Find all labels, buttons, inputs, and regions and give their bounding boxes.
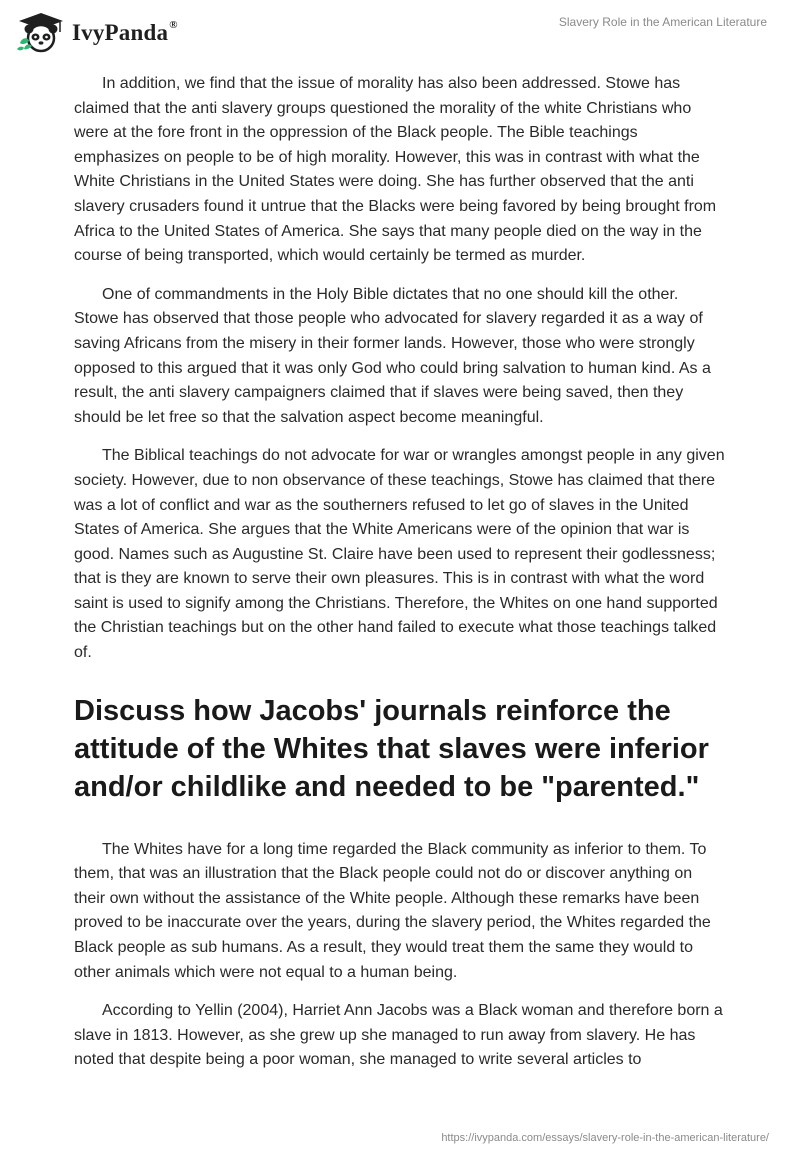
paragraph: The Biblical teachings do not advocate for war or wrangles amongst people in any given society. However, due to non observance of these teachings, Stowe has claimed that there was a lot of conflict and war as the southerners refused to let go of slaves in the United States of America. She argues that the White Americans were of the opinion that war is good. Names such as Augustine St. Claire have been used to represent their godlessness; that is they are known to serve their own pleasures. This is in contrast with what the word saint is used to signify among the Christians. Therefore, the Whites on one hand supported the Christian teachings but on the other hand failed to execute what those teachings talked of.	[74, 447, 725, 662]
paragraph: According to Yellin (2004), Harriet Ann Jacobs was a Black woman and therefore born a slave in 1813. However, as she grew up she managed to run away from slavery. He has noted that despite being a poor woman, she managed to write several articles to	[74, 1002, 723, 1069]
page-header	[0, 0, 800, 60]
section-heading: Discuss how Jacobs' journals reinforce the attitude of the Whites that slaves were inferior and/or childlike and needed to be "parented."	[74, 694, 709, 803]
ivypanda-logo[interactable]	[16, 10, 178, 54]
source-url[interactable]: https://ivypanda.com/essays/slavery-role-in-the-american-literature/	[441, 1132, 769, 1144]
registered-mark: ®	[169, 18, 178, 31]
paragraph: The Whites have for a long time regarded the Black community as inferior to them. To them, that was an illustration that the Black people could not do or discover anything on their own without the assistance of the White people. Although these remarks have been proved to be inaccurate over the years, during the slavery period, the Whites regarded the Black people as sub humans. As a result, they would treat them the same they would to other animals which were not equal to a human being.	[74, 840, 711, 981]
essay-content	[74, 72, 726, 1087]
paragraph: In addition, we find that the issue of morality has also been addressed. Stowe has claimed that the anti slavery groups questioned the morality of the white Christians who were at the fore front in the oppression of the Black people. The Bible teachings emphasizes on people to be of high morality. However, this was in contrast with what the White Christians in the United States were doing. She has further observed that the anti slavery crusaders found it untrue that the Blacks were being favored by being brought from Africa to the United States of America. She says that many people died on the way in the course of being transported, which would certainly be termed as murder.	[74, 75, 717, 265]
logo-wordmark: IvyPanda®	[72, 18, 178, 45]
panda-graduate-icon	[16, 11, 66, 53]
document-title: Slavery Role in the American Literature	[558, 15, 767, 29]
paragraph: One of commandments in the Holy Bible dictates that no one should kill the other. Stowe has observed that those people who advocated for slavery regarded it as a way of saving Africans from the misery in their former lands. However, those who were strongly opposed to this argued that it was only God who could bring salvation to human kind. As a result, the anti slavery campaigners claimed that if slaves were being saved, then they should be let free so that the salvation aspect become meaningful.	[74, 285, 711, 426]
